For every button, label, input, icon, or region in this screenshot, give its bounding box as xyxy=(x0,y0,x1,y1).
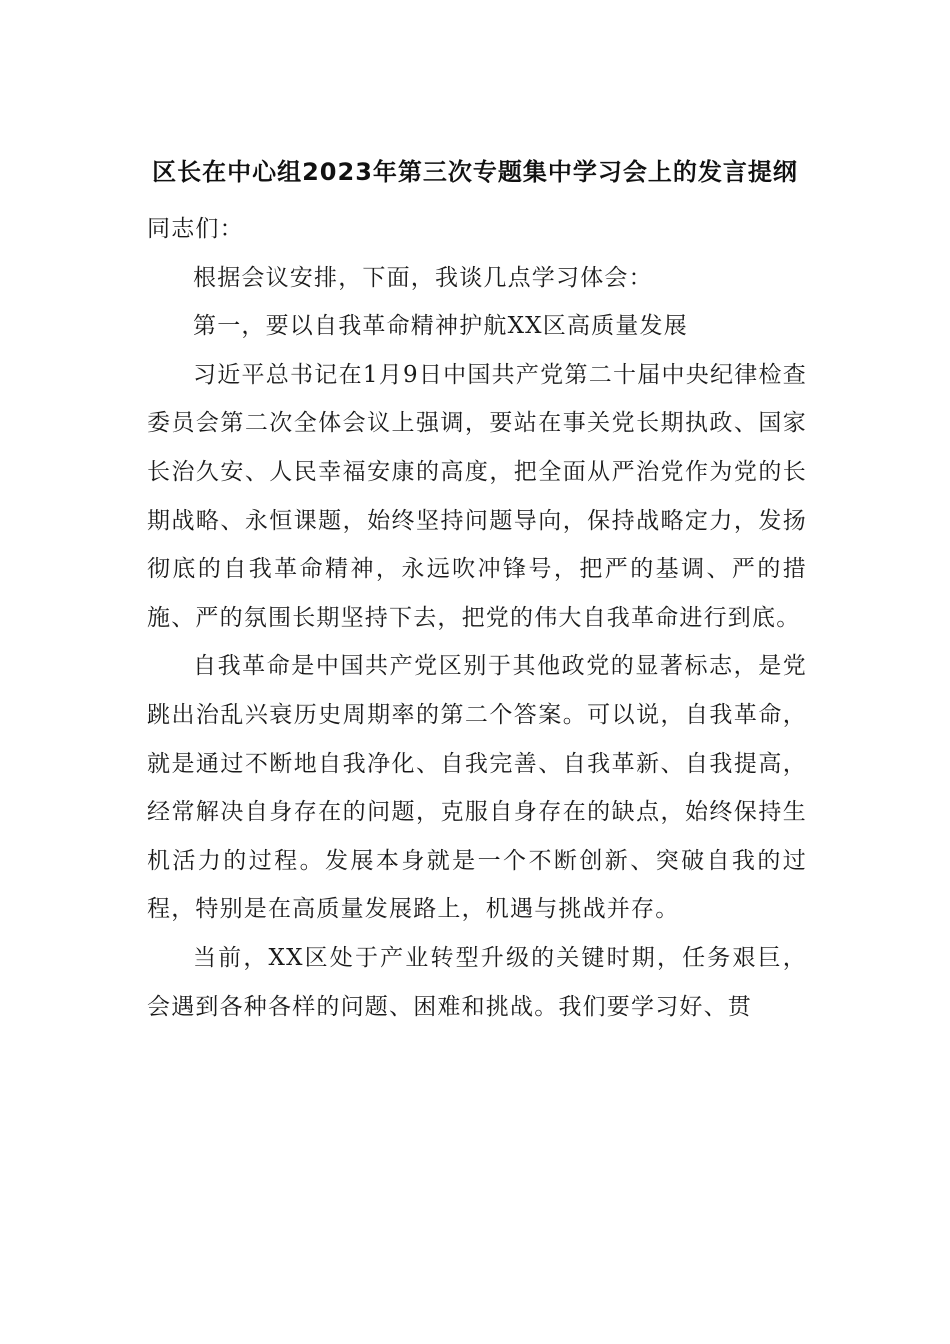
document-body xyxy=(147,205,807,1031)
paragraph: 自我革命是中国共产党区别于其他政党的显著标志，是党跳出治乱兴衰历史周期率的第二个答案。可以说，自我革命，就是通过不断地自我净化、自我完善、自我革新、自我提高，经常解决自身存在的问题，克服自身存在的缺点，始终保持生机活力的过程。发展本身就是一个不断创新、突破自我的过程，特别是在高质量发展路上，机遇与挑战并存。 xyxy=(147,653,807,923)
salutation: 同志们： xyxy=(147,216,244,242)
paragraph: 习近平总书记在1月9日中国共产党第二十届中央纪律检查委员会第二次全体会议上强调，要站在事关党长期执政、国家长治久安、人民幸福安康的高度，把全面从严治党作为党的长期战略、永恒课题，始终坚持问题导向，保持战略定力，发扬彻底的自我革命精神，永远吹冲锋号，把严的基调、严的措施、严的氛围长期坚持下去，把党的伟大自我革命进行到底。 xyxy=(147,361,807,631)
paragraph: 当前，XX区处于产业转型升级的关键时期，任务艰巨，会遇到各种各样的问题、困难和挑战。我们要学习好、贯 xyxy=(147,944,807,1020)
paragraph-intro: 根据会议安排，下面，我谈几点学习体会： xyxy=(193,264,653,291)
document-title: 区长在中心组2023年第三次专题集中学习会上的发言提纲 xyxy=(152,158,798,186)
section-heading-first: 第一，要以自我革命精神护航XX区高质量发展 xyxy=(193,313,688,340)
